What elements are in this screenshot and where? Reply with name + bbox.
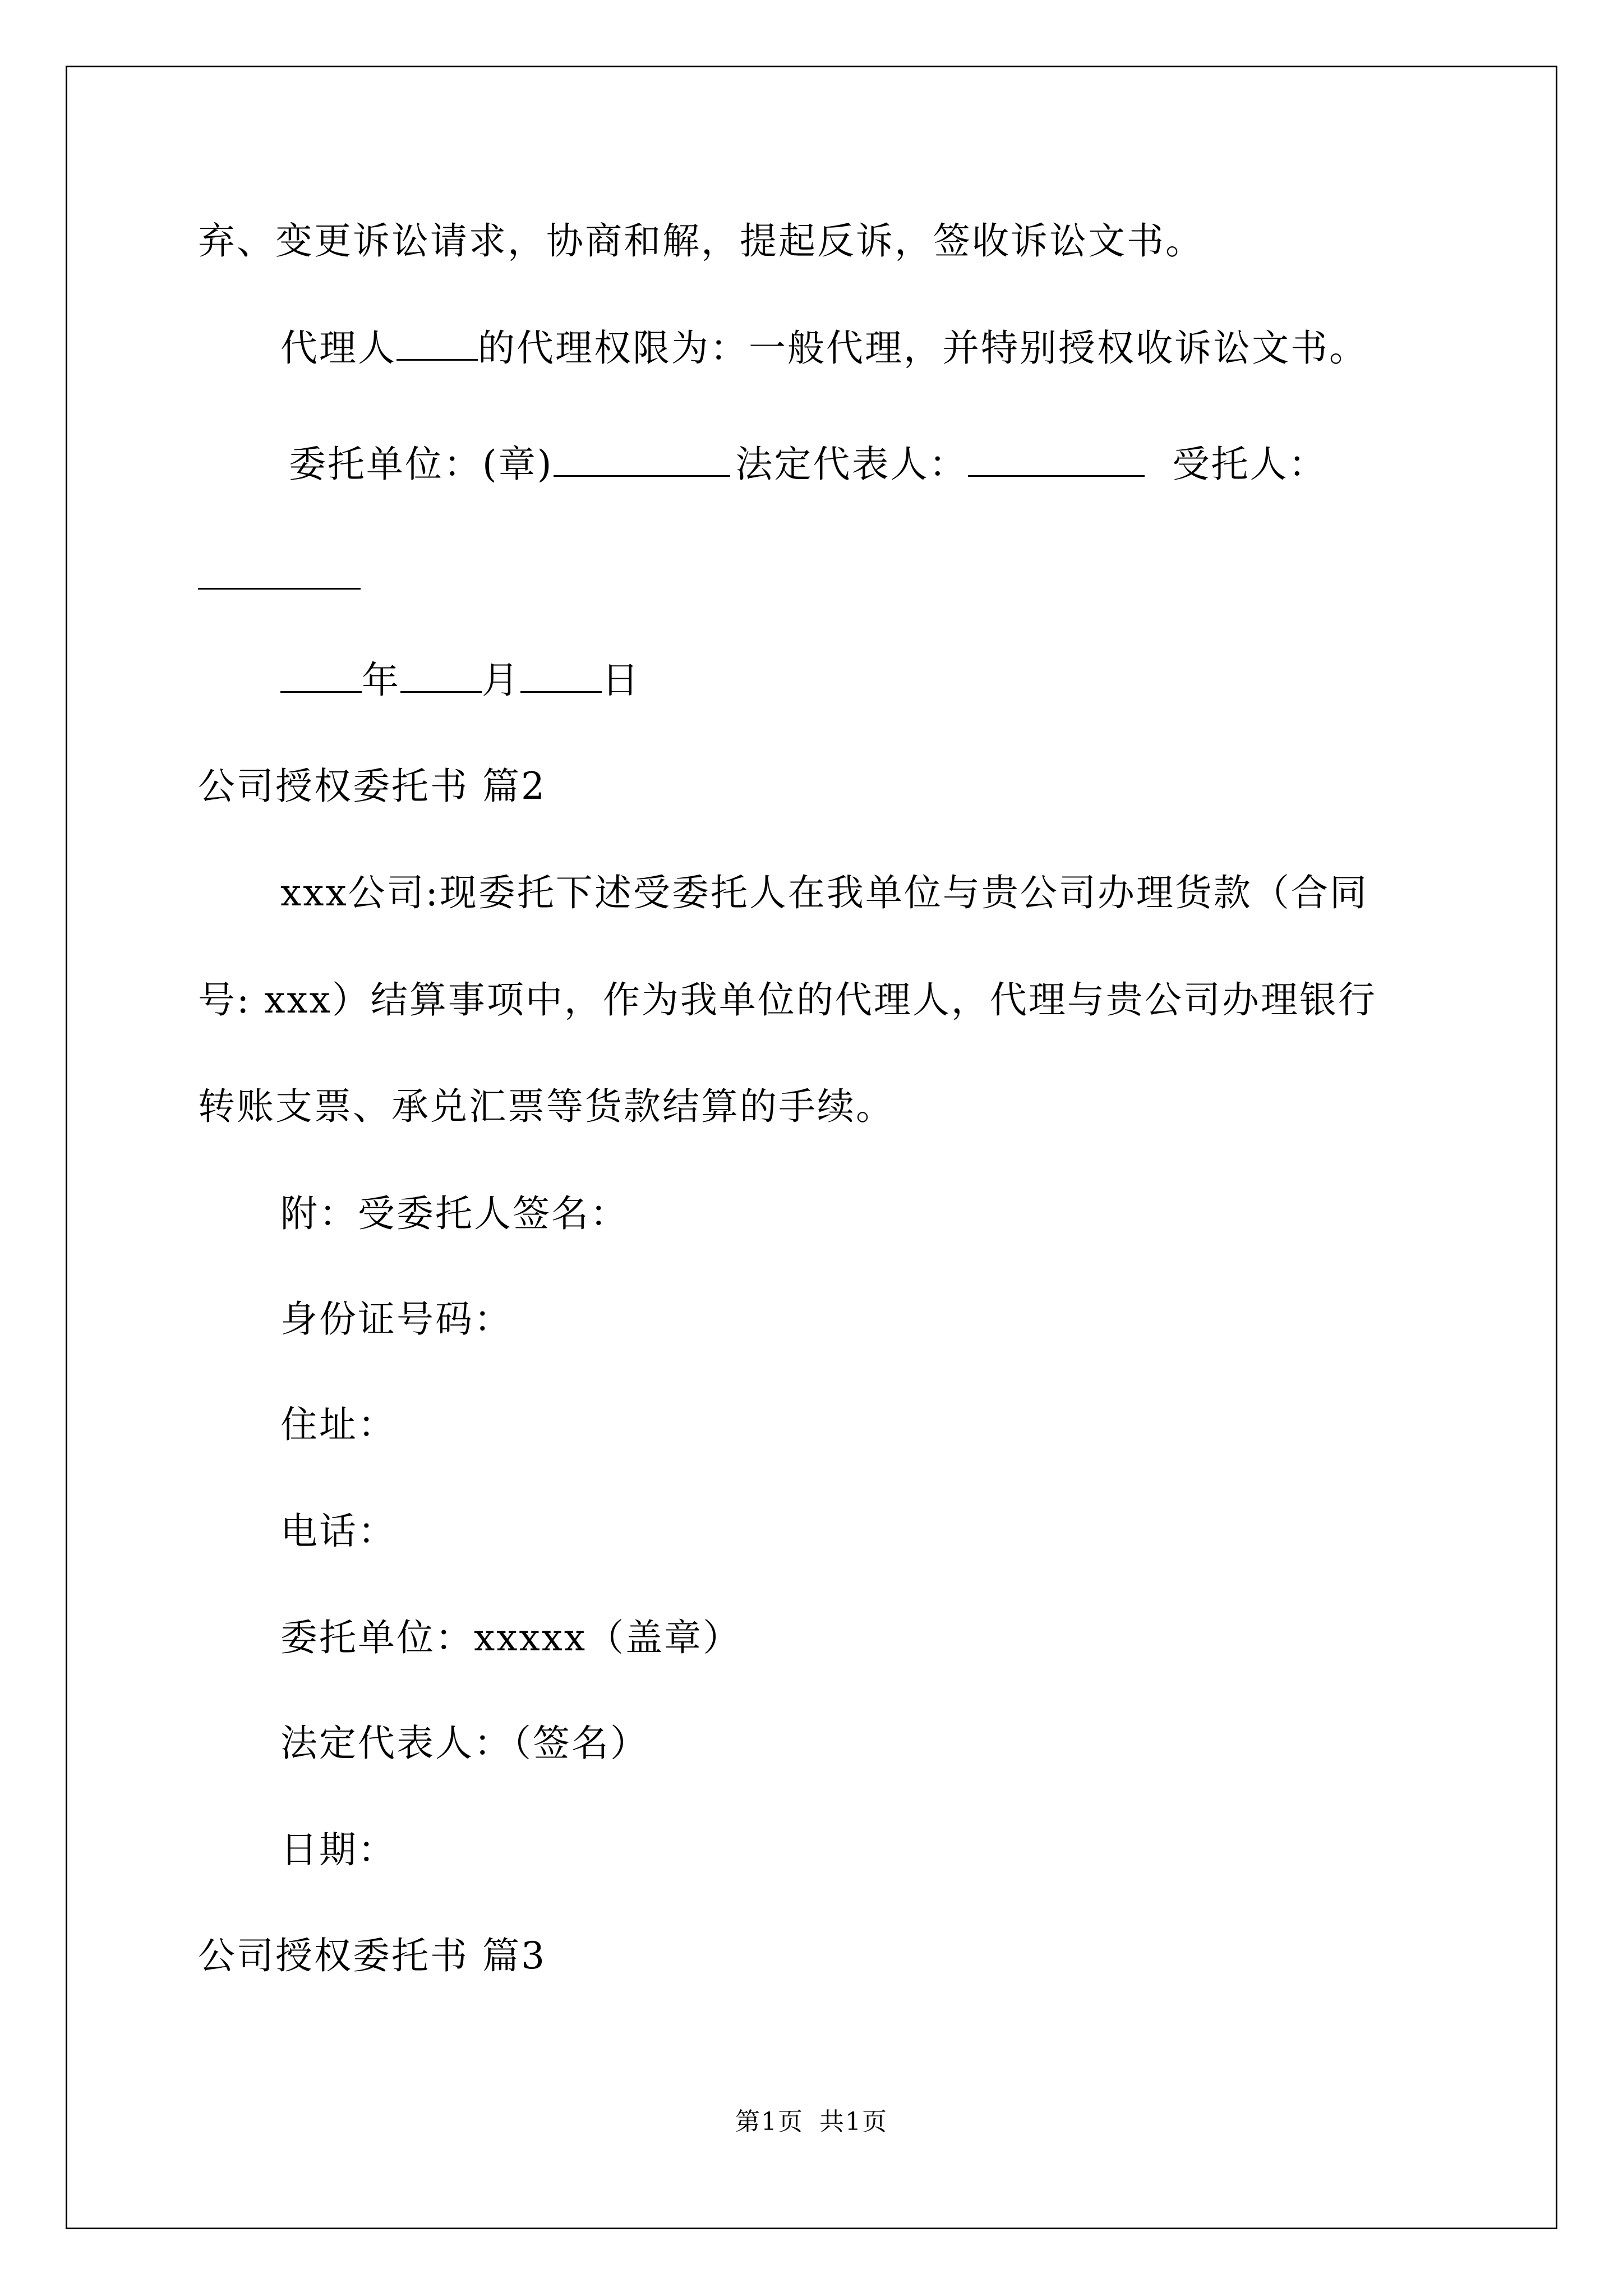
agent-name-blank — [396, 324, 478, 361]
entrusting-unit-line: 委托单位：xxxxx（盖章） — [280, 1616, 742, 1659]
entrusting-unit-blank — [554, 440, 730, 477]
agent-scope-prefix: 代理人 — [280, 326, 396, 370]
id-number-line: 身份证号码： — [280, 1297, 513, 1341]
date-row — [280, 656, 640, 703]
agent-scope-line — [280, 324, 1368, 371]
section2-heading: 公司授权委托书 篇2 — [198, 765, 546, 808]
day-blank — [520, 656, 602, 693]
legal-rep-label: 法定代表人： — [735, 443, 968, 486]
legal-rep-blank — [968, 440, 1145, 477]
agent-scope-suffix: 的代理权限为：一般代理，并特别授权收诉讼文书。 — [478, 326, 1368, 370]
year-label: 年 — [362, 659, 400, 702]
month-label: 月 — [482, 659, 520, 702]
attachment-signature-line: 附：受委托人签名： — [280, 1192, 629, 1235]
date-line: 日期： — [280, 1828, 396, 1871]
section2-body-line2: 号: xxx）结算事项中，作为我单位的代理人，代理与贵公司办理银行 — [198, 978, 1377, 1022]
page-footer — [0, 2106, 1623, 2138]
section2-body-line1: xxx公司:现委托下述受委托人在我单位与贵公司办理货款（合同 — [280, 871, 1368, 914]
trustee-blank — [198, 588, 361, 590]
continued-paragraph-line: 弃、变更诉讼请求，协商和解，提起反诉，签收诉讼文书。 — [198, 219, 1204, 263]
page-total: 共1页 — [819, 2108, 888, 2136]
signature-row — [289, 440, 1327, 487]
section2-body-line3: 转账支票、承兑汇票等货款结算的手续。 — [198, 1085, 895, 1128]
page-current: 第1页 — [735, 2108, 804, 2136]
trustee-label: 受托人： — [1172, 443, 1327, 486]
year-blank — [280, 656, 362, 693]
legal-rep-sign-line: 法定代表人：（签名） — [280, 1722, 649, 1765]
month-blank — [400, 656, 482, 693]
section3-heading: 公司授权委托书 篇3 — [198, 1934, 546, 1977]
entrusting-unit-label: 委托单位：(章) — [289, 443, 554, 486]
phone-line: 电话： — [280, 1510, 396, 1553]
page-border — [66, 66, 1557, 2229]
address-line: 住址： — [280, 1403, 396, 1446]
day-label: 日 — [602, 659, 640, 702]
